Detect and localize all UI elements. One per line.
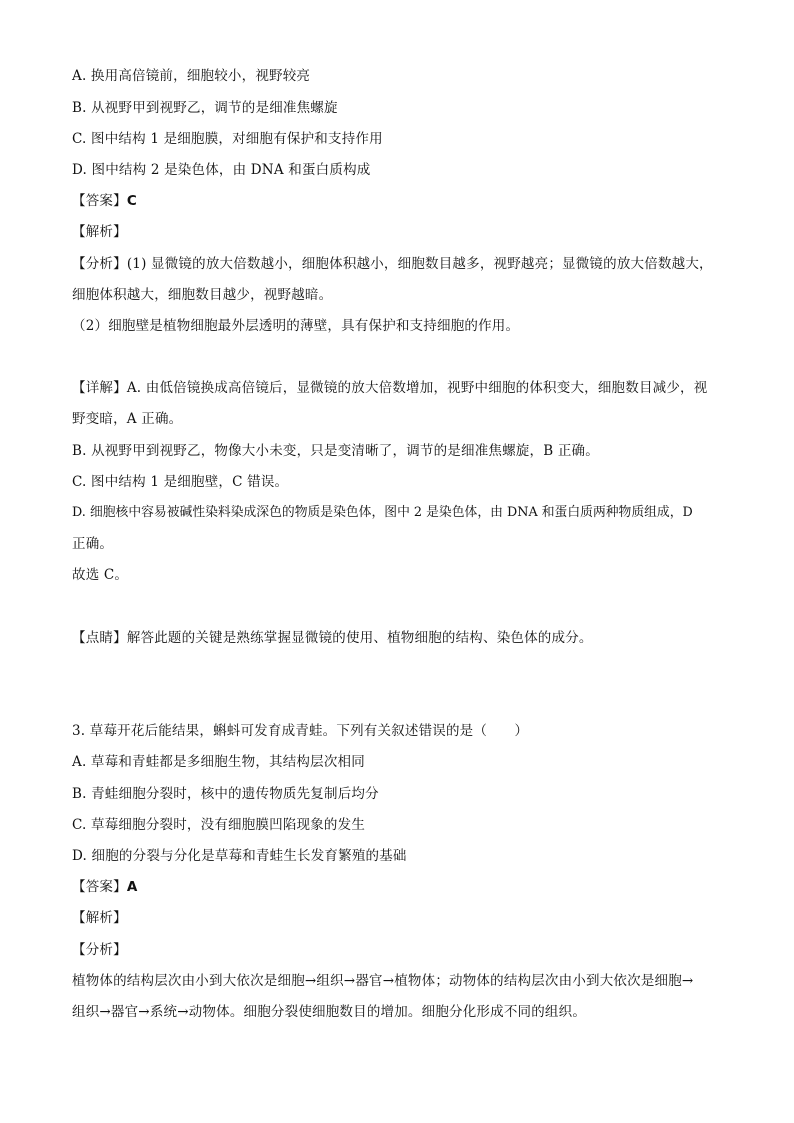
q2-answer-value: C	[126, 193, 137, 209]
q2-fenxi-1-cont: 细胞体积越大，细胞数目越少，视野越暗。	[72, 287, 333, 303]
q3-fenxi-1: 植物体的结构层次由小到大依次是细胞→组织→器官→植物体；动物体的结构层次由小到大依次是细胞→	[72, 973, 694, 989]
q3-fenxi-2: 组织→器官→系统→动物体。细胞分裂使细胞数目的增加。细胞分化形成不同的组织。	[72, 1004, 587, 1020]
q2-xiangjie-label: 【详解】	[72, 380, 127, 396]
q2-guxuan: 故选 C。	[72, 567, 129, 583]
q3-stem: 3. 草莓开花后能结果，蝌蚪可发育成青蛙。下列有关叙述错误的是（ ）	[72, 723, 529, 739]
q2-jiexi-label: 【解析】	[72, 224, 127, 240]
q2-option-c: C. 图中结构 1 是细胞膜，对细胞有保护和支持作用	[72, 131, 383, 147]
q2-dianjing	[72, 628, 732, 648]
q2-option-b: B. 从视野甲到视野乙，调节的是细准焦螺旋	[72, 100, 338, 116]
q3-answer	[72, 877, 732, 897]
q2-xiangjie-b: B. 从视野甲到视野乙，物像大小未变，只是变清晰了，调节的是细准焦螺旋，B 正确。	[72, 443, 599, 459]
q2-answer-label: 【答案】	[72, 193, 127, 209]
q2-fenxi-2: （2）细胞壁是植物细胞最外层透明的薄壁，具有保护和支持细胞的作用。	[72, 318, 520, 334]
q3-fenxi-label: 【分析】	[72, 942, 127, 958]
q2-xiangjie-c: C. 图中结构 1 是细胞壁，C 错误。	[72, 474, 289, 490]
q2-fenxi-1	[72, 254, 732, 274]
q3-answer-value: A	[126, 879, 138, 895]
q3-option-b: B. 青蛙细胞分裂时，核中的遗传物质先复制后均分	[72, 786, 379, 802]
q2-answer	[72, 191, 732, 211]
q3-jiexi-label: 【解析】	[72, 910, 127, 926]
q3-option-d: D. 细胞的分裂与分化是草莓和青蛙生长发育繁殖的基础	[72, 848, 407, 864]
q2-xiangjie-a-text: A. 由低倍镜换成高倍镜后，显微镜的放大倍数增加，视野中细胞的体积变大，细胞数目减少，视	[126, 380, 708, 396]
q3-option-a: A. 草莓和青蛙都是多细胞生物，其结构层次相同	[72, 754, 365, 770]
q2-dianjing-label: 【点睛】	[72, 630, 127, 646]
q2-xiangjie-d: D. 细胞核中容易被碱性染料染成深色的物质是染色体，图中 2 是染色体，由 DNA 和蛋白质两种物质组成，D	[72, 505, 693, 520]
q2-dianjing-text: 解答此题的关键是熟练掌握显微镜的使用、植物细胞的结构、染色体的成分。	[126, 630, 593, 646]
q2-fenxi-1-text: (1) 显微镜的放大倍数越小，细胞体积越小，细胞数目越多，视野越亮；显微镜的放大倍数越大，	[126, 256, 713, 272]
q2-xiangjie-d-cont: 正确。	[72, 536, 114, 552]
q2-option-a: A. 换用高倍镜前，细胞较小，视野较亮	[72, 68, 311, 84]
q3-option-c: C. 草莓细胞分裂时，没有细胞膜凹陷现象的发生	[72, 817, 366, 833]
q2-xiangjie-a	[72, 378, 732, 398]
q2-fenxi-label: 【分析】	[72, 256, 127, 272]
q2-xiangjie-a-cont: 野变暗，A 正确。	[72, 411, 183, 427]
q3-answer-label: 【答案】	[72, 879, 127, 895]
q2-option-d: D. 图中结构 2 是染色体，由 DNA 和蛋白质构成	[72, 162, 371, 178]
